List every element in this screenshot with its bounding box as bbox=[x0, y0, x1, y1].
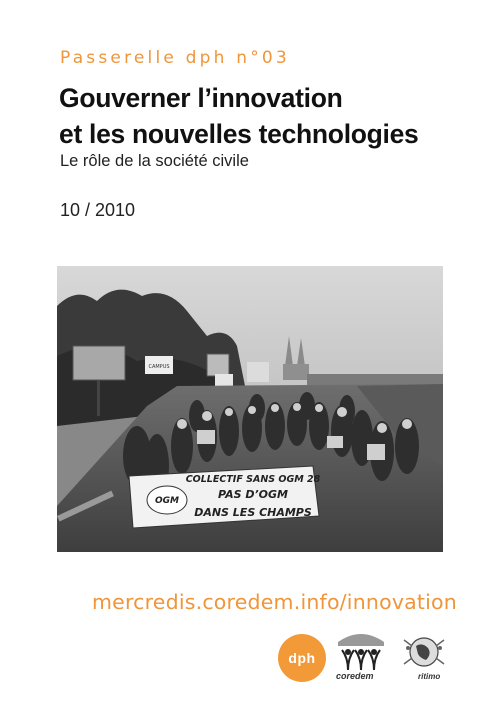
banner-logo-text: OGM bbox=[155, 496, 179, 506]
banner-line-1: COLLECTIF SANS OGM 28 bbox=[185, 474, 321, 485]
sign-board bbox=[73, 346, 125, 380]
truck bbox=[247, 362, 269, 382]
cover-title bbox=[59, 80, 479, 152]
cover-photo bbox=[57, 266, 443, 552]
banner-line-2: PAS D’OGM bbox=[218, 488, 288, 501]
title-line-1: Gouverner l’innovation bbox=[59, 83, 343, 113]
title-line-2: et les nouvelles technologies bbox=[59, 119, 419, 149]
sign-pole bbox=[97, 380, 100, 416]
protest-march-photo bbox=[57, 266, 443, 552]
dph-logo-text: dph bbox=[288, 650, 316, 666]
ritimo-logo-text: ritimo bbox=[418, 672, 441, 681]
protest-banner bbox=[129, 466, 321, 528]
coredem-logo bbox=[334, 628, 388, 684]
ritimo-globe-icon bbox=[398, 630, 450, 674]
subtitle: Le rôle de la société civile bbox=[60, 152, 249, 170]
dph-logo bbox=[278, 634, 326, 682]
cathedral-body bbox=[283, 364, 309, 380]
issue-date: 10 / 2010 bbox=[60, 200, 136, 220]
campus-sign-text: CAMPUS bbox=[148, 364, 170, 370]
series-label: Passerelle dph n°03 bbox=[60, 48, 290, 68]
banner-line-3: DANS LES CHAMPS bbox=[194, 506, 312, 519]
coredem-logo-text: coredem bbox=[336, 671, 374, 681]
partner-logos bbox=[270, 624, 470, 684]
traffic-sign bbox=[207, 354, 229, 376]
ritimo-logo bbox=[398, 630, 450, 682]
website-link[interactable]: mercredis.coredem.info/innovation bbox=[92, 590, 457, 614]
coredem-figures-icon bbox=[334, 628, 388, 672]
